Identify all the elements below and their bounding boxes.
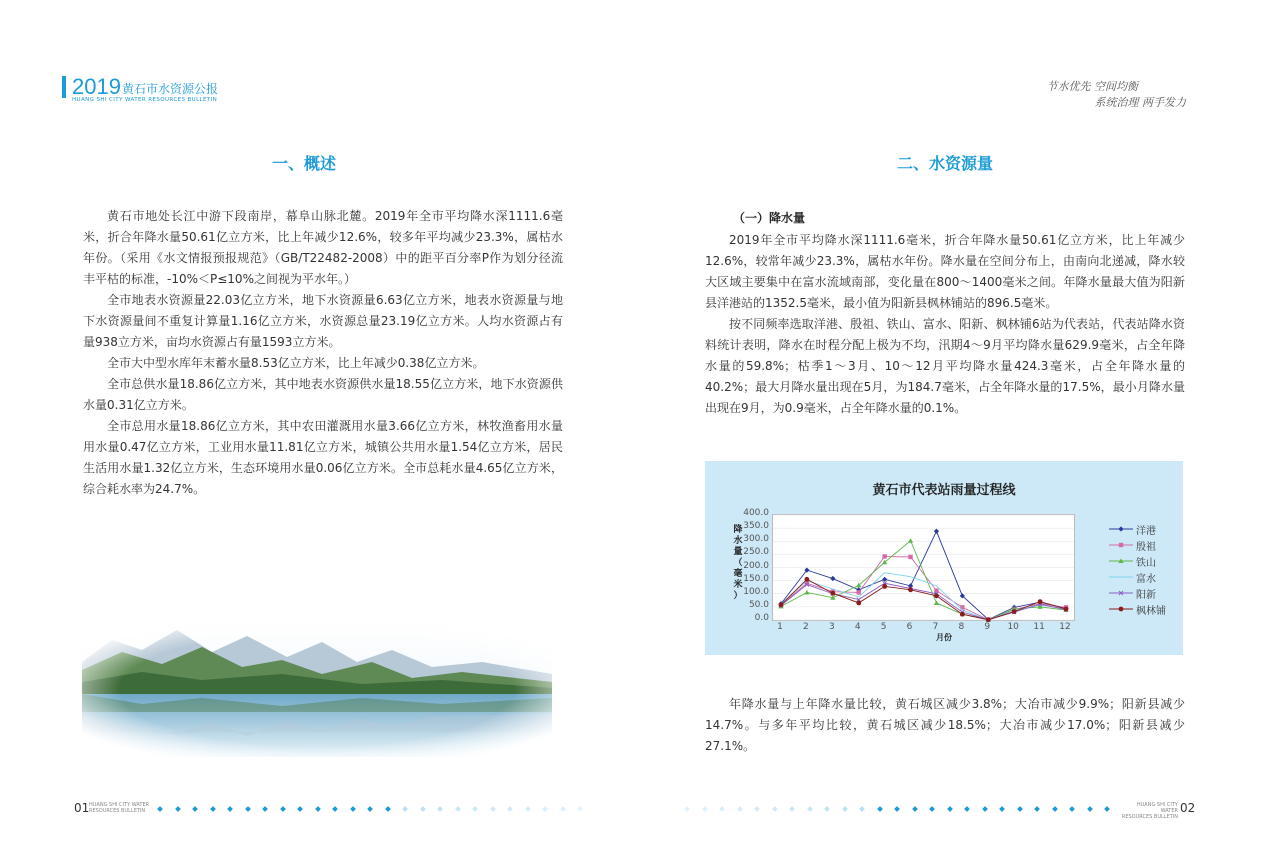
landscape-image <box>82 622 552 757</box>
right-section-title: 二、水资源量 <box>897 154 994 173</box>
x-tick-label: 2 <box>803 622 809 632</box>
footer-dot <box>1087 806 1093 812</box>
footer-dot <box>737 806 743 812</box>
chart-title: 黄石市代表站雨量过程线 <box>872 483 1016 498</box>
data-point <box>934 529 939 534</box>
plot-svg <box>773 515 1074 620</box>
legend-item <box>1109 521 1166 537</box>
ylabel-char: 量 <box>733 547 743 557</box>
legend-swatch <box>1109 572 1133 582</box>
footer-dot <box>280 806 286 812</box>
right-bottom-paragraph: 年降水量与上年降水量比较，黄石城区减少3.8%；大冶市减少9.9%；阳新县减少14.7%。与多年平均比较，黄石城区减少18.5%；大冶市减少17.0%；阳新县减少27.1%。 <box>705 697 1185 753</box>
y-tick-label: 300.0 <box>743 534 769 545</box>
data-point <box>934 600 939 605</box>
footer-dot <box>807 806 813 812</box>
footer-dot <box>525 806 531 812</box>
subsection-title: （一）降水量 <box>733 211 806 225</box>
footer-dot <box>227 806 233 812</box>
x-tick-label: 11 <box>1033 622 1045 632</box>
data-point <box>1012 609 1017 614</box>
legend-label: 枫林铺 <box>1136 605 1166 617</box>
left-paragraph: 全市总用水量18.86亿立方米，其中农田灌溉用水量3.66亿立方米，林牧渔畜用水量用水量0.47亿立方米，工业用水量11.81亿立方米，城镇公共用水量1.54亿立方米，居民生活用水量1.32亿立方米，生态环境用水量0.06亿立方米。全市总耗水量4.65亿立方米，综合耗水率为24.7%。 <box>83 419 563 496</box>
footer-dot <box>490 806 496 812</box>
x-tick-label: 10 <box>1007 622 1019 632</box>
legend-swatch <box>1109 556 1133 566</box>
footer-dot <box>912 806 918 812</box>
footer-dot <box>315 806 321 812</box>
rainfall-chart <box>705 461 1183 655</box>
right-footer-text <box>1120 802 1178 820</box>
left-paragraph: 黄石市地处长江中游下段南岸，幕阜山脉北麓。2019年全市平均降水深1111.6毫米，折合年降水量50.61亿立方米，比上年减少12.6%，较多年平均减少23.3%，属枯水年份。（采用《水文情报预报规范》（GB/T22482-2008）中的距平百分率P作为划分径流丰平枯的标准，-10%＜P≤10%之间视为平水年。） <box>83 209 563 286</box>
data-point <box>882 554 886 558</box>
footer-dot <box>824 806 830 812</box>
data-point <box>908 587 913 592</box>
footer-dot <box>859 806 865 812</box>
legend-item <box>1109 585 1166 601</box>
footer-dot <box>982 806 988 812</box>
right-footer-line-1: HUANG SHI CITY WATER <box>1136 802 1178 814</box>
left-body <box>83 206 563 500</box>
left-page-number: 01 <box>74 801 90 815</box>
footer-dot <box>947 806 953 812</box>
data-point <box>1038 599 1043 604</box>
footer-dot <box>1034 806 1040 812</box>
data-point <box>857 590 861 594</box>
footer-dot <box>385 806 391 812</box>
x-tick-label: 4 <box>854 622 861 632</box>
footer-dot <box>702 806 708 812</box>
series-line-洋港 <box>781 531 1066 619</box>
footer-dot <box>297 806 303 812</box>
x-tick-label: 9 <box>984 622 991 632</box>
footer-dot <box>350 806 356 812</box>
footer-dot <box>402 806 408 812</box>
left-paragraph: 全市总供水量18.86亿立方米，其中地表水资源供水量18.55亿立方米，地下水资源供水量0.31亿立方米。 <box>83 377 563 412</box>
data-point <box>1064 607 1069 612</box>
footer-dot <box>1052 806 1058 812</box>
data-point <box>934 593 939 598</box>
left-section-title: 一、概述 <box>272 154 337 173</box>
footer-dot <box>507 806 513 812</box>
logo-subtitle: HUANG SHI CITY WATER RESOURCES BULLETIN <box>72 97 218 103</box>
y-tick-label: 200.0 <box>743 560 769 571</box>
data-point <box>805 577 810 582</box>
data-point <box>779 602 784 607</box>
legend-item <box>1109 601 1166 617</box>
x-tick-label: 6 <box>906 622 913 632</box>
legend-swatch <box>1109 588 1133 598</box>
right-bottom-text <box>705 694 1185 757</box>
footer-dot <box>210 806 216 812</box>
x-tick-label: 12 <box>1059 622 1071 632</box>
footer-dot <box>684 806 690 812</box>
footer-dot <box>472 806 478 812</box>
legend-swatch <box>1109 524 1133 534</box>
footer-dot <box>1069 806 1075 812</box>
footer-dot <box>842 806 848 812</box>
legend-item <box>1109 569 1166 585</box>
legend-swatch <box>1109 604 1133 614</box>
footer-dot <box>420 806 426 812</box>
right-body <box>705 230 1185 419</box>
footer-dot <box>560 806 566 812</box>
slogan-line-1: 节水优先 空间均衡 <box>1046 80 1138 93</box>
footer-dot <box>789 806 795 812</box>
legend-label: 洋港 <box>1136 525 1156 537</box>
footer-dot <box>437 806 443 812</box>
footer-dot <box>262 806 268 812</box>
ylabel-char: （ <box>733 558 743 568</box>
left-footer-text <box>89 802 149 814</box>
legend-label: 殷祖 <box>1136 541 1156 553</box>
ylabel-char: 毫 <box>733 569 743 579</box>
legend-item <box>1109 553 1166 569</box>
x-tick-label: 5 <box>880 622 887 632</box>
footer-dot <box>1017 806 1023 812</box>
y-tick-label: 0.0 <box>754 613 769 623</box>
logo-title: 黄石市水资源公报 <box>122 82 219 96</box>
data-point <box>856 601 861 606</box>
footer-dot <box>1104 806 1110 812</box>
footer-dot <box>367 806 373 812</box>
footer-dot <box>877 806 883 812</box>
footer-dot <box>157 806 163 812</box>
y-tick-label: 150.0 <box>743 573 769 584</box>
y-tick-label: 250.0 <box>743 547 769 558</box>
data-point <box>908 538 913 543</box>
footer-dot <box>772 806 778 812</box>
slogan-line-2: 系统治理 两手发力 <box>1094 96 1186 109</box>
x-tick-label: 3 <box>828 622 835 632</box>
left-paragraph: 全市地表水资源量22.03亿立方米，地下水资源量6.63亿立方米，地表水资源量与地下水资源量间不重复计算量1.16亿立方米，水资源总量23.19亿立方米。人均水资源占有量938立方米，亩均水资源占有量1593立方米。 <box>83 293 563 349</box>
legend-label: 铁山 <box>1136 557 1156 569</box>
x-tick-label: 8 <box>958 622 965 632</box>
legend-item <box>1109 537 1166 553</box>
chart-xlabel: 月份 <box>936 633 952 642</box>
ylabel-char: 米 <box>733 580 743 590</box>
plot-area <box>772 514 1075 621</box>
footer-dot <box>245 806 251 812</box>
data-point <box>882 584 887 589</box>
right-paragraph: 2019年全市平均降水深1111.6毫米，折合年降水量50.61亿立方米，比上年减少12.6%，较常年减少23.3%，属枯水年份。降水量在空间分布上，由南向北递减，降水较大区域主要集中在富水流域南部，变化量在800～1400毫米之间。年降水量最大值为阳新县洋港站的1352.5毫米，最小值为阳新县枫林铺站的896.5毫米。 <box>705 233 1185 310</box>
y-tick-label: 400.0 <box>743 508 769 518</box>
y-tick-label: 50.0 <box>748 599 769 610</box>
footer-dot <box>929 806 935 812</box>
footer-dot <box>192 806 198 812</box>
right-page-number: 02 <box>1180 801 1196 815</box>
footer-dot <box>332 806 338 812</box>
x-tick-label: 1 <box>777 622 783 632</box>
footer-dot <box>542 806 548 812</box>
right-paragraph: 按不同频率选取洋港、殷祖、铁山、富水、阳新、枫林铺6站为代表站，代表站降水资料统计表明，降水在时程分配上极为不均，汛期4～9月平均降水量629.9毫米，占全年降水量的59.8%；枯季1～3月、10～12月平均降水量424.3毫米，占全年降水量的40.2%；最大月降水量出现在5月，为184.7毫米，占全年降水量的17.5%，最小月降水量出现在9月，为0.9毫米，占全年降水量的0.1%。 <box>705 317 1185 415</box>
logo-bar <box>62 76 66 98</box>
data-point <box>830 591 835 596</box>
left-footer-line-1: HUANG SHI CITY WATER <box>89 802 150 808</box>
y-tick-label: 100.0 <box>743 586 769 597</box>
data-point <box>960 612 965 617</box>
legend-label: 富水 <box>1136 573 1156 585</box>
right-footer-line-2: RESOURCES BULLETIN <box>1121 814 1178 820</box>
chart-legend <box>1109 521 1166 617</box>
footer-dot <box>894 806 900 812</box>
footer-dot <box>754 806 760 812</box>
left-paragraph: 全市大中型水库年末蓄水量8.53亿立方米，比上年减少0.38亿立方米。 <box>107 356 485 370</box>
ylabel-char: 降 <box>733 525 743 535</box>
ylabel-char: 水 <box>733 536 743 546</box>
footer-dot <box>577 806 583 812</box>
data-point <box>908 555 912 559</box>
y-tick-label: 350.0 <box>743 521 769 532</box>
left-footer-line-2: RESOURCES BULLETIN <box>89 808 146 814</box>
data-point <box>804 590 809 595</box>
footer-dot <box>964 806 970 812</box>
ylabel-char: ） <box>733 591 743 601</box>
x-tick-label: 7 <box>932 622 939 632</box>
footer-dot <box>455 806 461 812</box>
legend-swatch <box>1109 540 1133 550</box>
footer-dot <box>999 806 1005 812</box>
series-line-枫林铺 <box>781 579 1066 619</box>
legend-label: 阳新 <box>1136 589 1156 601</box>
logo-year: 2019 <box>72 74 121 99</box>
footer-dot <box>175 806 181 812</box>
footer-dot <box>719 806 725 812</box>
